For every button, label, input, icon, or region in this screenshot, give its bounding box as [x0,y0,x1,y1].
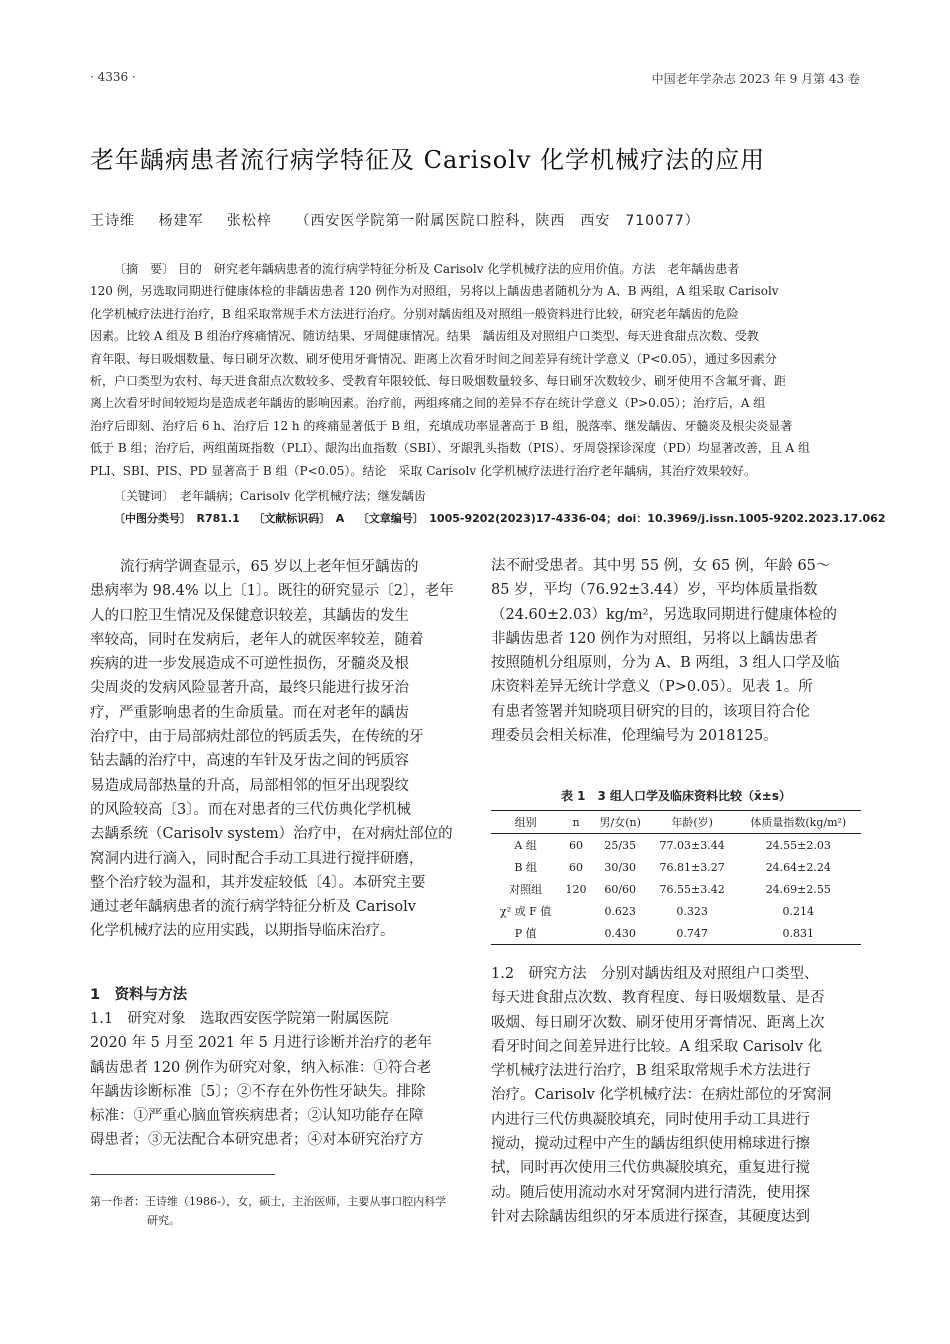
body-line: （24.60±2.03）kg/m²，另选取同期进行健康体检的 [491,606,837,623]
body-line: 疗，严重影响患者的生命质量。而在对老年的龋齿 [90,704,409,721]
table-cell: 0.214 [782,904,815,918]
body-line: 治疗中，由于局部病灶部位的钙质丢失，在传统的牙 [90,729,424,746]
body-line: 有患者签署并知晓项目研究的目的，该项目符合伦 [491,703,810,720]
body-line: 2020 年 5 月至 2021 年 5 月进行诊断并治疗的老年 [90,1035,433,1052]
author-name: 张松梓 [226,213,272,229]
footnote-line: 第一作者：王诗维（1986-），女，硕士，主治医师，主要从事口腔内科学 [90,1195,447,1208]
table-cell: 30/30 [604,860,637,874]
body-line: 龋齿患者 120 例作为研究对象，纳入标准：①符合老 [90,1059,432,1076]
author-line [90,210,860,230]
body-line: 疾病的进一步发展造成不可逆性损伤，牙髓炎及根 [90,656,409,673]
body-line: 钻去龋的治疗中，高速的车针及牙齿之间的钙质容 [90,753,409,770]
abstract-line: 离上次看牙时间较短均是造成老年龋齿的影响因素。治疗前，两组疼痛之间的差异不存在统计学意义（P>0.05）；治疗后，A 组 [90,396,766,411]
body-line: 患病率为 98.4% 以上〔1〕。既往的研究显示〔2〕，老年 [90,583,454,600]
body-line: 1.1 研究对象 选取西安医学院第一附属医院 [90,1011,389,1027]
abstract-line: PLI、SBI、PIS、PD 显著高于 B 组（P<0.05）。结论 采取 Carisolv 化学机械疗法进行治疗老年龋病，其治疗效果较好。 [90,463,756,478]
section-heading: 1 资料与方法 [90,987,188,1003]
body-line: 率较高，同时在发病后，老年人的就医率较差，随着 [90,631,424,648]
body-line: 年龋齿诊断标准〔5〕；②不存在外伤性牙缺失。排除 [90,1083,426,1100]
table-header-cell: n [572,815,580,829]
body-line: 1.2 研究方法 分别对龋齿组及对照组户口类型、 [491,966,819,982]
body-line: 整个治疗较为温和，其并发症较低〔4〕。本研究主要 [90,874,426,891]
table-cell: 60 [569,860,583,874]
table-cell: 对照组 [509,883,543,896]
body-line: 流行病学调查显示，65 岁以上老年恒牙龋齿的 [120,559,419,575]
body-line: 动。随后使用流动水对牙窝洞内进行清洗，使用探 [491,1184,810,1201]
journal-name: 中国老年学杂志 2023 年 9 月第 43 卷 [651,72,860,86]
table-cell: 0.430 [604,926,636,940]
body-right-column-2 [491,962,861,1229]
body-left-column [90,555,460,944]
body-line: 搅动，搅动过程中产生的龋齿组织使用棉球进行擦 [491,1136,810,1153]
table-title: 表 1 3 组人口学及临床资料比较（x̄±s） [561,789,791,803]
abstract-line: 〔摘 要〕 目的 研究老年龋病患者的流行病学特征分析及 Carisolv 化学机械疗法的应用价值。方法 老年龋齿患者 [114,262,740,276]
table-cell: χ² 或 F 值 [500,905,552,918]
table-row [491,834,861,857]
article-number: 〔文章编号〕 1005-9202(2023)17-4336-04；doi：10.3969/j.issn.1005-9202.2023.17.062 [357,512,886,525]
table-header-cell: 体质量指数(kg/m²) [750,816,847,829]
table-cell: 0.623 [604,904,636,918]
table-cell: 76.81±3.27 [659,860,725,874]
body-line: 窝洞内进行滴入，同时配合手动工具进行搅拌研磨， [90,850,424,867]
body-line: 每天进食甜点次数、教育程度、每日吸烟数量、是否 [491,990,825,1007]
table-cell: 77.03±3.44 [659,838,725,852]
table-cell: 24.55±2.03 [765,838,831,852]
table-header-cell: 男/女(n) [599,816,641,829]
table-cell: 25/35 [604,838,637,852]
body-line: 去龋系统（Carisolv system）治疗中，在对病灶部位的 [90,826,453,843]
body-line: 理委员会相关标准，伦理编号为 2018125。 [491,728,778,745]
body-line: 内进行三代仿典凝胶填充，同时使用手动工具进行 [491,1111,810,1128]
author-affiliation: （西安医学院第一附属医院口腔科，陕西 西安 710077） [295,213,700,229]
document-code: 〔文献标识码〕 A [253,512,345,525]
table-cell [560,900,591,922]
table-row [491,878,861,900]
footnote-line: 研究。 [147,1214,180,1227]
table-header-row [491,811,861,834]
body-line: 通过老年龋病患者的流行病学特征分析及 Carisolv [90,899,416,916]
table-cell: 120 [565,882,587,896]
abstract-line: 育年限、每日吸烟数量、每日刷牙次数、刷牙使用牙膏情况、距离上次看牙时间之间差异有统计学意义（P<0.05），通过多因素分 [90,351,777,366]
body-line: 床资料差异无统计学意义（P>0.05）。见表 1。所 [491,679,813,696]
body-line: 85 岁，平均（76.92±3.44）岁，平均体质量指数 [491,582,818,599]
table-cell: 0.747 [676,926,708,940]
author-name: 杨建军 [158,213,204,229]
table-row [491,856,861,878]
body-line: 非龋齿患者 120 例作为对照组，另将以上龋齿患者 [491,630,818,647]
table-cell: 60 [569,838,583,852]
running-header [90,70,860,90]
table-cell: P 值 [514,927,537,940]
abstract-line: 因素。比较 A 组及 B 组治疗疼痛情况、随访结果、牙周健康情况。结果 龋齿组及对照组户口类型、每天进食甜点次数、受教 [90,329,759,344]
body-line: 按照随机分组原则，分为 A、B 两组，3 组人口学及临 [491,655,840,672]
table-cell: 0.831 [782,926,815,940]
abstract-line: 化学机械疗法进行治疗，B 组采取常规手术方法进行治疗。分别对龋齿组及对照组一般资料进行比较，研究老年龋齿的危险 [90,306,739,321]
table-cell: 24.64±2.24 [765,860,831,874]
table-cell [560,922,591,945]
abstract-line: 低于 B 组；治疗后，两组菌斑指数（PLI）、龈沟出血指数（SBI）、牙龈乳头指数（PIS）、牙周袋探诊深度（PD）均显著改善，且 A 组 [90,441,811,456]
body-line: 碍患者；③无法配合本研究患者；④对本研究治疗方 [90,1132,424,1149]
body-line: 易造成局部热量的升高，局部相邻的恒牙出现裂纹 [90,777,409,794]
table-cell: 60/60 [604,882,637,896]
body-line: 学机械疗法进行治疗，B 组采取常规手术方法进行 [491,1063,811,1080]
body-line: 的风险较高〔3〕。而在对患者的三代仿典化学机械 [90,801,411,818]
page-number: · 4336 · [90,70,136,84]
abstract-line: 析，户口类型为农村、每天进食甜点次数较多、受教育年限较低、每日吸烟数量较多、每日刷牙次数较少、刷牙使用不含氟牙膏、距 [90,374,787,389]
demographics-table [491,810,861,945]
table-header-cell: 年龄(岁) [671,816,713,829]
body-line: 治疗。Carisolv 化学机械疗法：在病灶部位的牙窝洞 [491,1087,832,1104]
body-line: 法不耐受患者。其中男 55 例，女 65 例，年龄 65～ [491,558,831,574]
footnote-divider [90,1174,275,1175]
abstract [90,258,860,482]
abstract-line: 治疗后即刻、治疗后 6 h、治疗后 12 h 的疼痛显著低于 B 组，充填成功率显著高于 B 组，脱落率、继发龋齿、牙髓炎及根尖炎显著 [90,418,793,433]
table-header-cell: 组别 [514,816,537,829]
body-line: 拭，同时再次使用三代仿典凝胶填充，重复进行搅 [491,1160,810,1177]
article-title: 老年龋病患者流行病学特征及 Carisolv 化学机械疗法的应用 [90,146,766,174]
classification-line [114,510,895,526]
body-line: 标准：①严重心脑血管疾病患者；②认知功能存在障 [90,1108,424,1125]
clc-number: 〔中图分类号〕 R781.1 [114,512,240,525]
table-cell: 0.323 [676,904,708,918]
body-left-column-2 [90,1007,460,1153]
footnote [90,1192,446,1230]
body-line: 人的口腔卫生情况及保健意识较差，其龋齿的发生 [90,607,409,624]
body-line: 吸烟、每日刷牙次数、刷牙使用牙膏情况、距离上次 [491,1014,825,1031]
table-cell: B 组 [514,861,537,874]
body-line: 针对去除龋齿组织的牙本质进行探查，其硬度达到 [491,1208,810,1225]
body-line: 看牙时间之间差异进行比较。A 组采取 Carisolv 化 [491,1038,823,1055]
abstract-line: 120 例，另选取同期进行健康体检的非龋齿患者 120 例作为对照组，另将以上龋齿患者随机分为 A、B 两组，A 组采取 Carisolv [90,284,779,299]
body-line: 化学机械疗法的应用实践，以期指导临床治疗。 [90,923,395,940]
author-name: 王诗维 [90,213,135,229]
body-line: 尖周炎的发病风险显著升高，最终只能进行拔牙治 [90,680,409,697]
table-row [491,900,861,922]
body-right-column [491,554,861,748]
table-row [491,922,861,945]
table-cell: 24.69±2.55 [765,882,831,896]
table-cell: 76.55±3.42 [659,882,725,896]
table-cell: A 组 [514,839,537,852]
keywords: 〔关键词〕 老年龋病；Carisolv 化学机械疗法；继发龋齿 [114,489,426,503]
